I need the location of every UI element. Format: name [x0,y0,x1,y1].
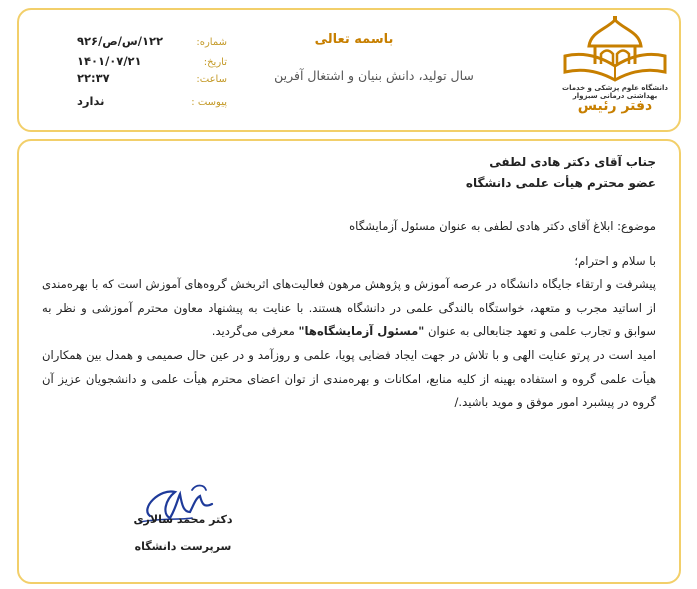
date-value: ۱۴۰۱/۰۷/۲۱ [77,54,142,68]
letterhead [17,8,681,132]
paragraph-1-text: پیشرفت و ارتقاء جایگاه دانشگاه در عرصه آموزش و پژوهش مرهون فعالیت‌های اثربخش گروه‌های آموزش است که با بهره‌مندی از اساتید مجرب و متعهد، خواستگاه بالندگی علمی در دانشگاه هستند. با عنایت به پیشنهاد معاون محترم آموزشی و نظر به سوابق و تجارب علمی و تعهد جنابعالی به عنوان [42,277,656,339]
meta-attachment-row [77,94,227,111]
letter-meta [77,34,227,111]
office-title: دفتر رئیس [577,98,653,114]
number-label: شماره: [196,37,227,48]
greeting: با سلام و احترام؛ [574,253,656,268]
letter-content [42,152,656,415]
number-value: ۱۲۲/س/ص/۹۲۶ [77,34,164,48]
year-motto: سال تولید، دانش بنیان و اشتغال آفرین [274,68,474,83]
book-dome-logo-icon [555,16,675,86]
time-label: ساعت: [196,74,227,85]
bismillah: باسمه تعالی [314,32,394,47]
paragraph-1 [42,273,656,344]
paragraph-1-end: معرفی می‌گردید. [211,324,299,339]
paragraph-2: امید است در پرتو عنایت الهی و با تلاش در جهت ایجاد فضایی پویا، علمی و روزآمد و در عین حال صمیمی و همدل بین همکاران هیأت علمی گروه و استفاده بهینه از کلیه منابع، امکانات و بهره‌مندی از توان اعضای محترم هیأت علمی و دانشجویان عزیز آن گروه در پیشبرد امور موفق و موید باشید./ [42,347,656,410]
addressee: جناب آقای دکتر هادی لطفی [489,155,656,169]
signatory-name: دکتر محمد سالاری [133,513,233,526]
date-label: تاریخ: [203,57,227,68]
attachment-label: پیوست : [191,97,227,108]
attachment-value: ندارد [77,94,105,108]
meta-date-row [77,54,227,71]
signatory-title: سرپرست دانشگاه [134,540,232,553]
time-value: ۲۲:۳۷ [77,71,110,85]
addressee-role: عضو محترم هیأت علمی دانشگاه [465,176,656,190]
letter-subject: موضوع: ابلاغ آقای دکتر هادی لطفی به عنوان مسئول آزمایشگاه [349,219,656,233]
meta-time-row [77,71,227,88]
paragraph-1-bold: "مسئول آزمایشگاه‌ها" [298,324,425,339]
meta-number-row [77,34,227,51]
university-caption: دانشگاه علوم پزشکی و خدمات بهداشتی درمانی سبزوار [562,84,668,100]
